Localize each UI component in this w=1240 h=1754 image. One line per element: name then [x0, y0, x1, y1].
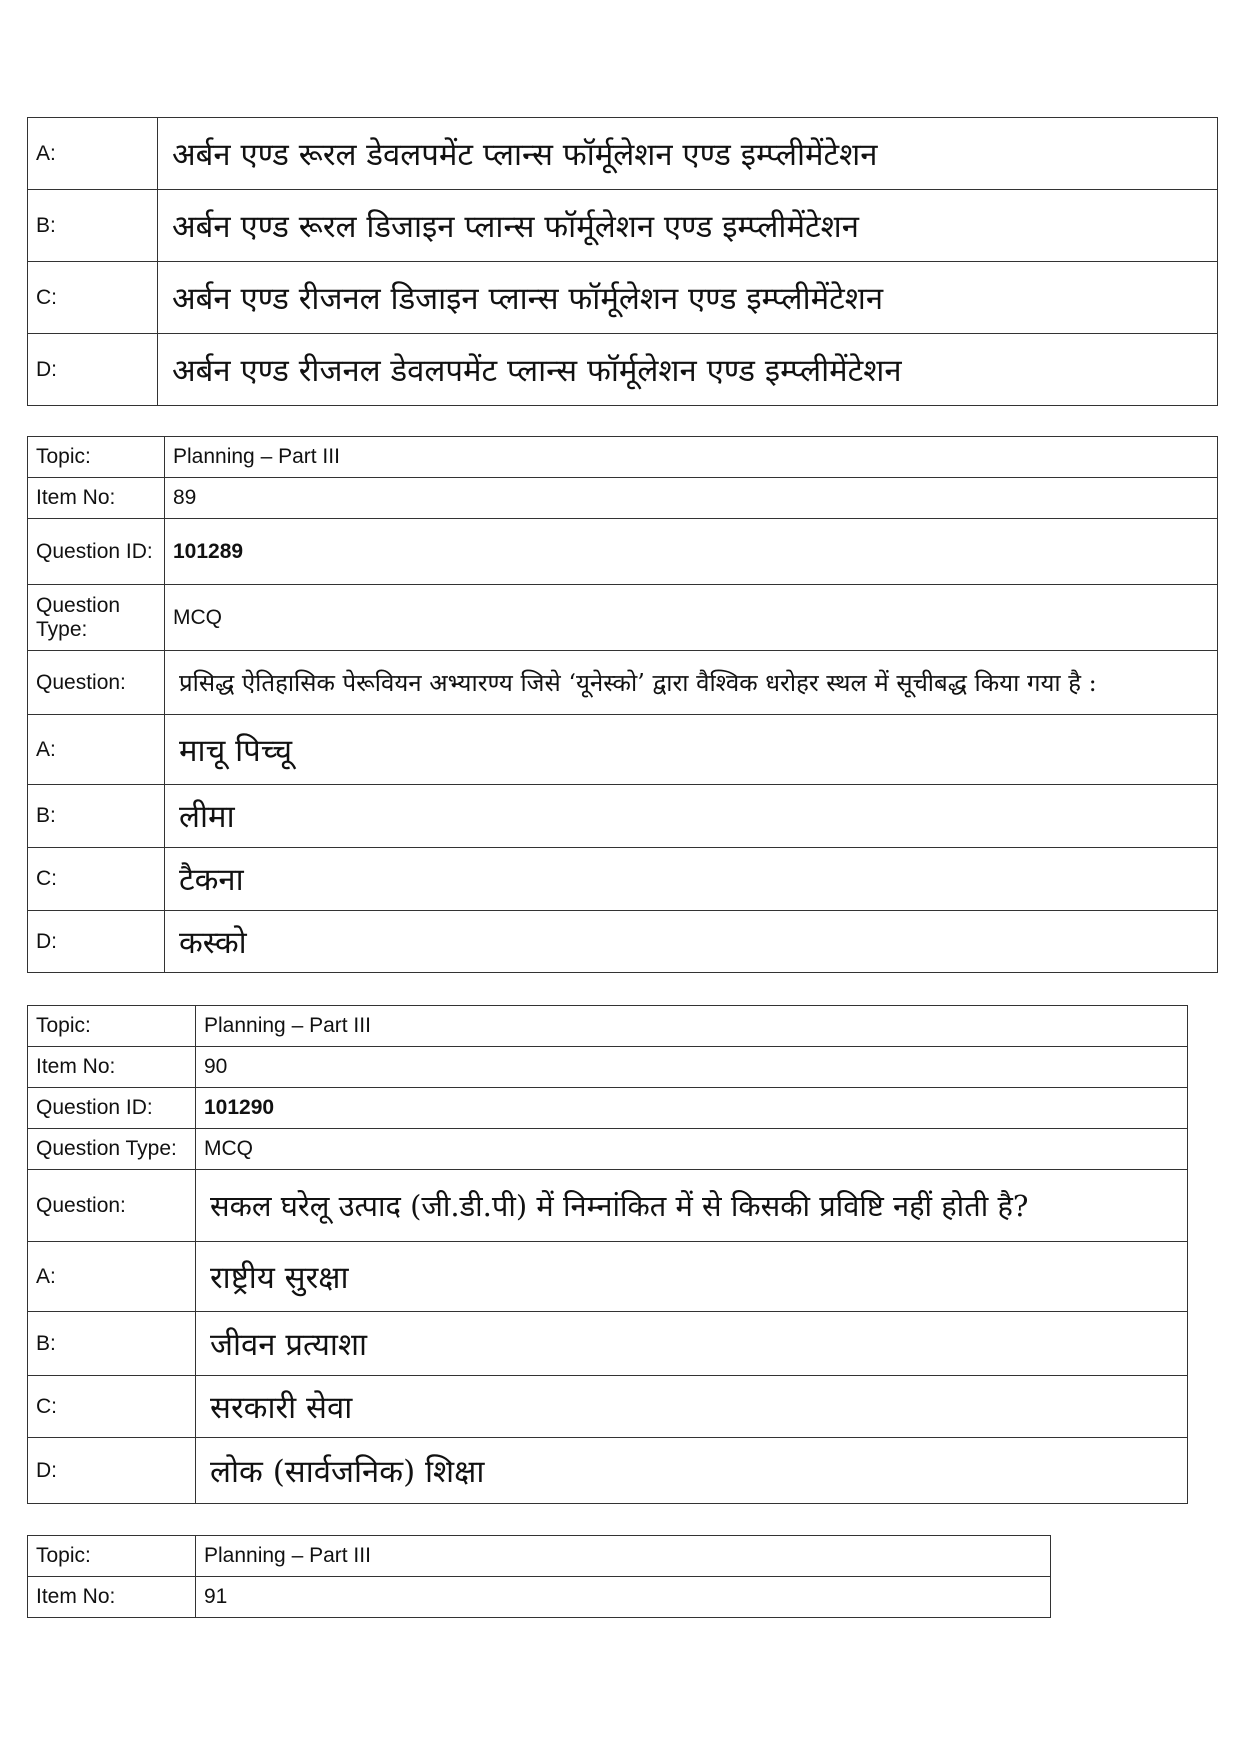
- question-table-90: [27, 1005, 1188, 1504]
- item-row: [28, 1577, 1051, 1618]
- question-id-value: 101290: [196, 1088, 1188, 1129]
- question-type-row: [28, 1129, 1188, 1170]
- topic-row: [28, 1536, 1051, 1577]
- option-row-c: [28, 848, 1218, 911]
- option-label: A:: [28, 118, 158, 190]
- question-label: Question:: [28, 1170, 196, 1242]
- option-label: A:: [28, 715, 165, 785]
- option-text: सरकारी सेवा: [196, 1376, 1188, 1438]
- option-row-b: [28, 190, 1218, 262]
- item-row: [28, 1047, 1188, 1088]
- option-label: D:: [28, 1438, 196, 1504]
- question-label: Question:: [28, 651, 165, 715]
- item-value: 90: [196, 1047, 1188, 1088]
- question-table-91: [27, 1535, 1051, 1618]
- topic-value: Planning – Part III: [196, 1006, 1188, 1047]
- option-row-b: [28, 1312, 1188, 1376]
- question-type-label: Question Type:: [28, 1129, 196, 1170]
- question-id-row: [28, 519, 1218, 585]
- question-text: प्रसिद्ध ऐतिहासिक पेरूवियन अभ्यारण्य जिसे ‘यूनेस्को’ द्वारा वैश्विक धरोहर स्थल में सूचीबद्ध किया गया है :: [165, 651, 1218, 715]
- option-text: अर्बन एण्ड रूरल डेवलपमेंट प्लान्स फॉर्मूलेशन एण्ड इम्प्लीमेंटेशन: [158, 118, 1218, 190]
- options-table-prev: [27, 117, 1218, 406]
- option-label: C:: [28, 1376, 196, 1438]
- option-label: D:: [28, 911, 165, 973]
- question-type-value: MCQ: [165, 585, 1218, 651]
- option-row-a: [28, 1242, 1188, 1312]
- option-row-a: [28, 118, 1218, 190]
- option-text: लोक (सार्वजनिक) शिक्षा: [196, 1438, 1188, 1504]
- question-type-value: MCQ: [196, 1129, 1188, 1170]
- option-text: कस्को: [165, 911, 1218, 973]
- option-row-d: [28, 1438, 1188, 1504]
- option-text: लीमा: [165, 785, 1218, 848]
- option-text: टैकना: [165, 848, 1218, 911]
- question-id-label: Question ID:: [28, 1088, 196, 1129]
- item-value: 91: [196, 1577, 1051, 1618]
- question-row: [28, 1170, 1188, 1242]
- topic-value: Planning – Part III: [196, 1536, 1051, 1577]
- option-row-a: [28, 715, 1218, 785]
- option-text: अर्बन एण्ड रीजनल डिजाइन प्लान्स फॉर्मूलेशन एण्ड इम्प्लीमेंटेशन: [158, 262, 1218, 334]
- question-id-label: Question ID:: [28, 519, 165, 585]
- topic-label: Topic:: [28, 1536, 196, 1577]
- option-label: B:: [28, 190, 158, 262]
- option-row-c: [28, 1376, 1188, 1438]
- topic-row: [28, 1006, 1188, 1047]
- option-label: A:: [28, 1242, 196, 1312]
- option-text: अर्बन एण्ड रीजनल डेवलपमेंट प्लान्स फॉर्मूलेशन एण्ड इम्प्लीमेंटेशन: [158, 334, 1218, 406]
- question-table-89: [27, 436, 1218, 973]
- option-label: D:: [28, 334, 158, 406]
- option-row-b: [28, 785, 1218, 848]
- topic-label: Topic:: [28, 1006, 196, 1047]
- item-row: [28, 478, 1218, 519]
- option-text: माचू पिच्चू: [165, 715, 1218, 785]
- topic-value: Planning – Part III: [165, 437, 1218, 478]
- option-text: राष्ट्रीय सुरक्षा: [196, 1242, 1188, 1312]
- option-label: B:: [28, 785, 165, 848]
- option-row-c: [28, 262, 1218, 334]
- option-row-d: [28, 334, 1218, 406]
- question-row: [28, 651, 1218, 715]
- item-label: Item No:: [28, 1577, 196, 1618]
- item-label: Item No:: [28, 478, 165, 519]
- question-id-value: 101289: [165, 519, 1218, 585]
- question-type-row: [28, 585, 1218, 651]
- topic-row: [28, 437, 1218, 478]
- option-label: B:: [28, 1312, 196, 1376]
- option-label: C:: [28, 848, 165, 911]
- item-label: Item No:: [28, 1047, 196, 1088]
- question-id-row: [28, 1088, 1188, 1129]
- option-row-d: [28, 911, 1218, 973]
- option-label: C:: [28, 262, 158, 334]
- question-text: सकल घरेलू उत्पाद (जी.डी.पी) में निम्नांकित में से किसकी प्रविष्टि नहीं होती है?: [196, 1170, 1188, 1242]
- option-text: अर्बन एण्ड रूरल डिजाइन प्लान्स फॉर्मूलेशन एण्ड इम्प्लीमेंटेशन: [158, 190, 1218, 262]
- question-type-label: Question Type:: [28, 585, 165, 651]
- item-value: 89: [165, 478, 1218, 519]
- topic-label: Topic:: [28, 437, 165, 478]
- option-text: जीवन प्रत्याशा: [196, 1312, 1188, 1376]
